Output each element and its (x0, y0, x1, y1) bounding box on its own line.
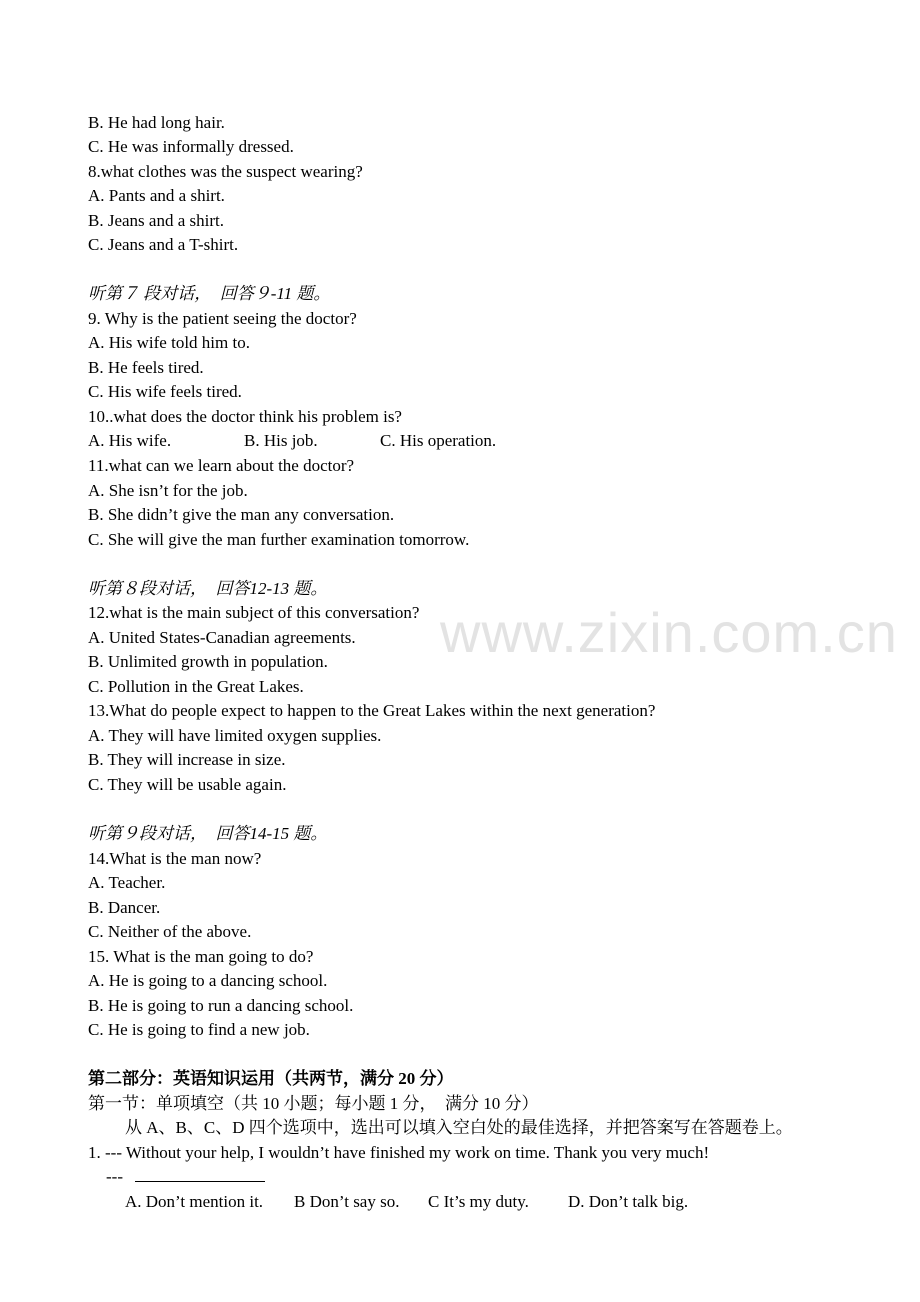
watermark: www.zixin.com.cn (440, 601, 898, 664)
section-8-heading: 听第８段对话， 回答12-13 题。 (88, 579, 328, 598)
q13-option-a: A. They will have limited oxygen supplies. (88, 726, 382, 745)
q12-option-b: B. Unlimited growth in population. (88, 652, 328, 671)
mc1-option-c: C It’s my duty. (428, 1192, 529, 1211)
q7-option-b: B. He had long hair. (88, 113, 225, 132)
q10-option-b: B. His job. (244, 431, 318, 450)
q14-option-b: B. Dancer. (88, 898, 161, 917)
part-2-title: 第二部分：英语知识运用（共两节，满分 20 分） (88, 1069, 454, 1088)
q10-option-c: C. His operation. (380, 431, 497, 450)
q10-options-row (88, 430, 588, 452)
section-9-heading: 听第９段对话， 回答14-15 题。 (88, 824, 328, 843)
q11-option-c: C. She will give the man further examination tomorrow. (88, 530, 470, 549)
mc1-option-b: B Don’t say so. (294, 1192, 400, 1211)
q9-option-b: B. He feels tired. (88, 358, 204, 377)
q13-option-c: C. They will be usable again. (88, 775, 287, 794)
q15-option-c: C. He is going to find a new job. (88, 1020, 310, 1039)
q7-option-c: C. He was informally dressed. (88, 137, 294, 156)
q10-question: 10..what does the doctor think his problem is? (88, 407, 402, 426)
q11-option-a: A. She isn’t for the job. (88, 481, 248, 500)
q9-option-c: C. His wife feels tired. (88, 382, 242, 401)
q8-option-a: A. Pants and a shirt. (88, 186, 225, 205)
q9-question: 9. Why is the patient seeing the doctor? (88, 309, 357, 328)
q14-option-a: A. Teacher. (88, 873, 166, 892)
q10-option-a: A. His wife. (88, 431, 172, 450)
q15-option-b: B. He is going to run a dancing school. (88, 996, 354, 1015)
q14-option-c: C. Neither of the above. (88, 922, 252, 941)
q12-option-c: C. Pollution in the Great Lakes. (88, 677, 304, 696)
q11-option-b: B. She didn’t give the man any conversation. (88, 505, 395, 524)
q13-option-b: B. They will increase in size. (88, 750, 286, 769)
q15-question: 15. What is the man going to do? (88, 947, 314, 966)
q8-option-b: B. Jeans and a shirt. (88, 211, 224, 230)
q12-option-a: A. United States-Canadian agreements. (88, 628, 356, 647)
q15-option-a: A. He is going to a dancing school. (88, 971, 328, 990)
q9-option-a: A. His wife told him to. (88, 333, 250, 352)
mc1-answer-blank (135, 1166, 265, 1182)
mc1-reply-prefix: --- (106, 1167, 123, 1186)
q13-question: 13.What do people expect to happen to the Great Lakes within the next generation? (88, 701, 656, 720)
mc1-question: 1. --- Without your help, I wouldn’t have finished my work on time. Thank you very much! (88, 1143, 710, 1162)
q8-question: 8.what clothes was the suspect wearing? (88, 162, 363, 181)
mc1-options-row (125, 1191, 725, 1213)
mc1-reply-line (106, 1166, 265, 1188)
part-2-instruction: 从 A、B、C、D 四个选项中，选出可以填入空白处的最佳选择，并把答案写在答题卷上。 (125, 1118, 793, 1137)
mc1-option-a: A. Don’t mention it. (125, 1192, 264, 1211)
q12-question: 12.what is the main subject of this conversation? (88, 603, 420, 622)
q14-question: 14.What is the man now? (88, 849, 262, 868)
q11-question: 11.what can we learn about the doctor? (88, 456, 355, 475)
part-2-subtitle: 第一节：单项填空（共 10 小题；每小题 1 分， 满分 10 分） (88, 1094, 539, 1113)
mc1-option-d: D. Don’t talk big. (568, 1192, 689, 1211)
q8-option-c: C. Jeans and a T-shirt. (88, 235, 239, 254)
section-7-heading: 听第７ 段对话， 回答９-11 题。 (88, 284, 331, 303)
